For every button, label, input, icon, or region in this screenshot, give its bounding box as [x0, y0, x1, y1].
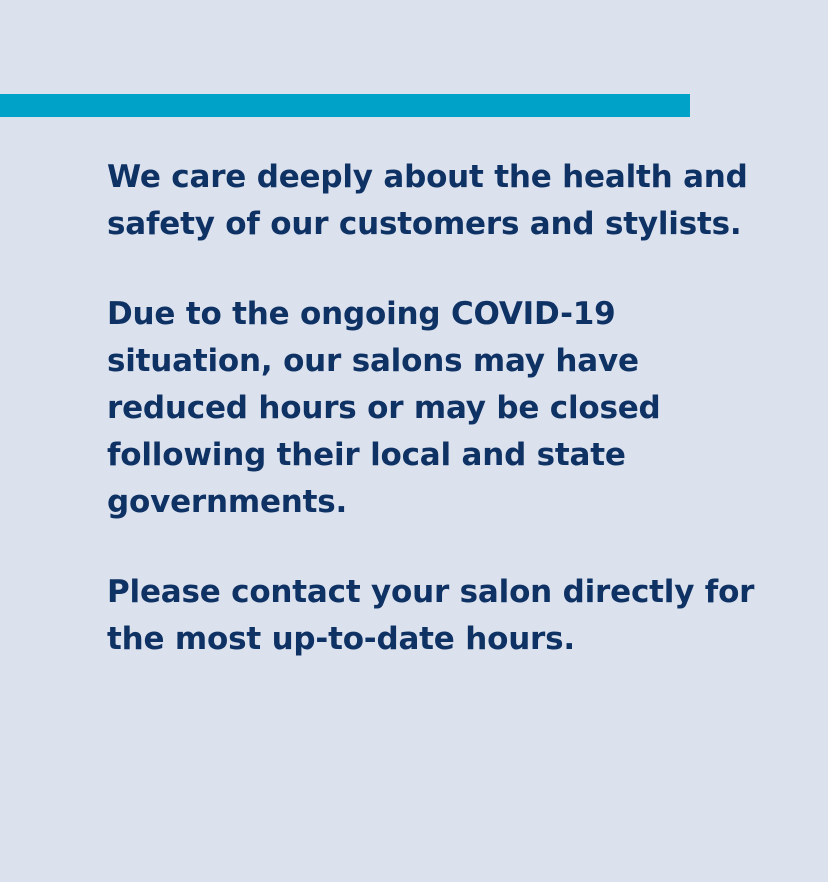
accent-bar: [0, 94, 690, 117]
notice-paragraph-reduced-hours: Due to the ongoing COVID-19 situation, our salons may have reduced hours or may be closed following their local and state governments.: [107, 296, 661, 520]
notice-paragraph-contact-salon: Please contact your salon directly for the most up-to-date hours.: [107, 574, 755, 657]
covid-notice: [107, 154, 757, 706]
notice-paragraph-health-safety: We care deeply about the health and safety of our customers and stylists.: [107, 159, 748, 242]
